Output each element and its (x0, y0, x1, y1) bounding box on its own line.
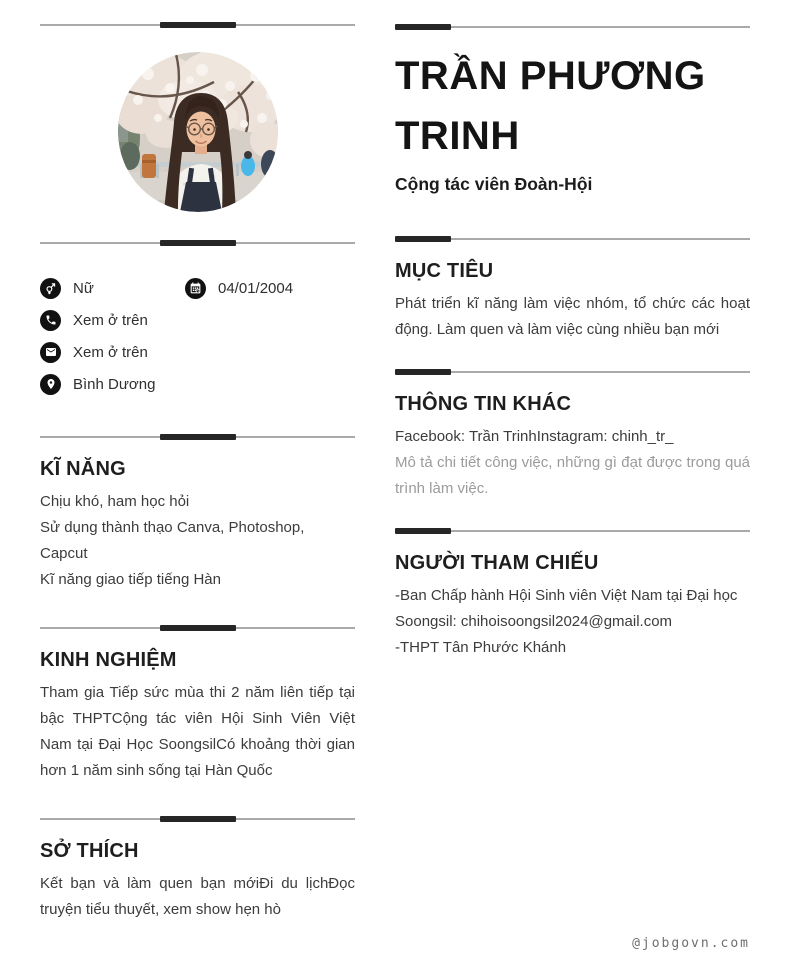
candidate-title: Cộng tác viên Đoàn-Hội (395, 174, 593, 194)
objective-section (395, 236, 750, 343)
section-divider (395, 236, 750, 242)
experience-title: KINH NGHIỆM (40, 649, 177, 671)
contact-address-value: Bình Dương (73, 375, 156, 393)
profile-photo-illustration (118, 52, 278, 212)
candidate-name: TRẦN PHƯƠNG TRINH (395, 54, 706, 158)
section-divider (395, 24, 750, 30)
objective-title: MỤC TIÊU (395, 260, 494, 282)
contact-row (40, 336, 355, 368)
skills-line: Sử dụng thành thạo Canva, Photoshop, Capcut (40, 519, 305, 562)
experience-text: Tham gia Tiếp sức mùa thi 2 năm liên tiếp tại bậc THPTCộng tác viên Hội Sinh Viên Việt Nam tại Đại Học SoongsilCó khoảng thời gian hơn 1 năm sinh sống tại Hàn Quốc (40, 684, 355, 779)
contact-section (40, 272, 355, 400)
contact-row (40, 368, 355, 400)
email-icon (40, 342, 61, 363)
section-divider (395, 528, 750, 534)
reference-line: -Ban Chấp hành Hội Sinh viên Việt Nam tại Đại học Soongsil: chihoisoongsil2024@gmail.com (395, 587, 738, 630)
phone-icon (40, 310, 61, 331)
contact-email-value: Xem ở trên (73, 343, 148, 361)
hobbies-section (40, 816, 355, 923)
contact-birthday (185, 278, 293, 299)
objective-text: Phát triển kĩ năng làm việc nhóm, tổ chức các hoạt động. Làm quen và làm việc cùng nhiều bạn mới (395, 295, 750, 338)
location-icon (40, 374, 61, 395)
section-divider (40, 625, 355, 631)
section-divider (40, 816, 355, 822)
watermark: @jobgovn.com (632, 936, 750, 951)
section-divider (40, 240, 355, 246)
section-divider (395, 369, 750, 375)
contact-birthday-value: 04/01/2004 (218, 279, 294, 297)
contact-row (40, 304, 355, 336)
calendar-icon (185, 278, 206, 299)
left-column (40, 0, 355, 923)
contact-phone (40, 310, 148, 331)
profile-photo (118, 52, 278, 212)
references-section (395, 528, 750, 661)
contact-row (40, 272, 355, 304)
section-divider (40, 22, 355, 28)
contact-gender-value: Nữ (73, 279, 94, 297)
skills-section (40, 434, 355, 593)
right-column (395, 0, 750, 661)
contact-phone-value: Xem ở trên (73, 311, 148, 329)
reference-line: -THPT Tân Phước Khánh (395, 639, 567, 656)
references-title: NGƯỜI THAM CHIẾU (395, 552, 599, 574)
other-info-social: Facebook: Trần TrinhInstagram: chinh_tr_ (395, 428, 674, 445)
skills-line: Chịu khó, ham học hỏi (40, 493, 190, 510)
section-divider (40, 434, 355, 440)
hobbies-title: SỞ THÍCH (40, 840, 139, 862)
contact-email (40, 342, 148, 363)
experience-section (40, 625, 355, 784)
contact-address (40, 374, 155, 395)
contact-gender (40, 278, 185, 299)
skills-title: KĨ NĂNG (40, 458, 126, 480)
other-info-placeholder: Mô tả chi tiết công việc, những gì đạt được trong quá trình làm việc. (395, 454, 750, 497)
gender-icon (40, 278, 61, 299)
other-info-section (395, 369, 750, 502)
skills-line: Kĩ năng giao tiếp tiếng Hàn (40, 571, 221, 588)
other-info-title: THÔNG TIN KHÁC (395, 393, 572, 415)
hobbies-text: Kết bạn và làm quen bạn mớiĐi du lịchĐọc truyện tiểu thuyết, xem show hẹn hò (40, 875, 355, 918)
